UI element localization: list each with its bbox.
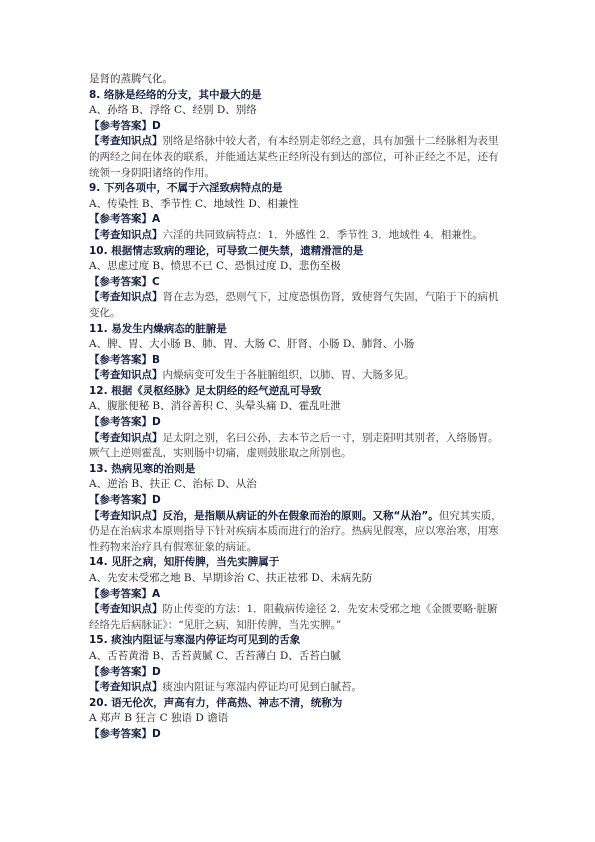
question-title: 20. 语无伦次，声高有力，伴高热、神志不清，统称为	[89, 696, 343, 709]
knowledge-text: 内燥病变可发生于各脏腑组织，以肺、胃、大肠多见。	[162, 369, 415, 382]
answer-value: D	[152, 494, 161, 507]
knowledge-point	[89, 228, 507, 244]
question-options: A、脾、胃、大小肠 B、肺、胃、大肠 C、肝肾、小肠 D、肺肾、小肠	[89, 338, 415, 351]
knowledge-point	[89, 368, 507, 384]
question-title: 8. 络脉是经络的分支，其中最大的是	[89, 88, 262, 101]
answer-value: C	[152, 275, 160, 288]
reference-answer	[89, 119, 507, 135]
knowledge-point	[89, 602, 507, 633]
knowledge-tag: 【考查知识点】	[89, 369, 163, 382]
question-options: A、先安未受邪之地 B、早期诊治 C、扶正祛邪 D、未病先防	[89, 572, 373, 584]
answer-tag: 【参考答案】	[89, 213, 152, 226]
knowledge-text: 但究其实质，仍是在治病求本原则指导下针对疾病本质而进行的治疗。热病见假寒，应以寒治寒，用寒性药物来治疗具有假寒征象的病证。	[89, 509, 502, 553]
answer-value: D	[152, 119, 161, 132]
knowledge-emphasis: 反治，是指顺从病证的外在假象而治的原则。又称“从治”。	[162, 509, 439, 522]
answer-value: A	[152, 587, 161, 600]
answer-tag: 【参考答案】	[89, 275, 152, 288]
intro-line: 是肾的蒸腾气化。	[89, 73, 173, 85]
knowledge-tag: 【考查知识点】	[89, 431, 163, 444]
answer-tag: 【参考答案】	[89, 665, 152, 678]
answer-tag: 【参考答案】	[89, 494, 152, 507]
answer-tag: 【参考答案】	[89, 587, 152, 600]
reference-answer	[89, 665, 507, 681]
knowledge-text: 防止传变的方法：1．阻截病传途径 2．先安未受邪之地《金匮要略·脏腑经络先后病脉证》：“见肝之病，知肝传脾，当先实脾。”	[89, 603, 498, 631]
knowledge-point	[89, 431, 507, 462]
reference-answer	[89, 353, 507, 369]
knowledge-tag: 【考查知识点】	[89, 291, 163, 304]
reference-answer	[89, 587, 507, 603]
knowledge-text: 肾在志为恐，恐则气下，过度恐惧伤肾，致使肾气失固，气陷于下的病机变化。	[89, 291, 499, 319]
knowledge-tag: 【考查知识点】	[89, 135, 163, 148]
knowledge-text: 六淫的共同致病特点：1．外感性 2．季节性 3．地域性 4．相兼性。	[162, 228, 483, 241]
question-title: 15. 痰浊内阻证与寒湿内停证均可见到的舌象	[89, 634, 301, 647]
reference-answer	[89, 727, 507, 743]
question-options: A、腹胀便秘 B、消谷善积 C、头晕头痛 D、霍乱吐泄	[89, 400, 341, 413]
answer-value: B	[152, 353, 161, 366]
answer-value: A	[152, 213, 161, 226]
answer-value: D	[152, 727, 161, 740]
question-options: A、舌苔黄滑 B、舌苔黄腻 C、舌苔薄白 D、舌苔白腻	[89, 649, 341, 662]
question-options: A 郑声 B 狂言 C 独语 D 谵语	[89, 712, 229, 725]
knowledge-point	[89, 134, 507, 181]
knowledge-point	[89, 290, 507, 321]
knowledge-tag: 【考查知识点】	[89, 603, 163, 616]
knowledge-text: 痰浊内阻证与寒湿内停证均可见到白腻苔。	[162, 681, 362, 694]
question-options: A、传染性 B、季节性 C、地域性 D、相兼性	[89, 197, 299, 210]
question-title: 11. 易发生内燥病态的脏腑是	[89, 322, 227, 335]
question-options: A、逆治 B、扶正 C、治标 D、从治	[89, 478, 257, 491]
knowledge-tag: 【考查知识点】	[89, 681, 163, 694]
knowledge-tag: 【考查知识点】	[89, 228, 163, 241]
reference-answer	[89, 275, 507, 291]
knowledge-point	[89, 509, 507, 556]
knowledge-text: 别络是络脉中较大者，有本经别走邻经之意，具有加强十二经脉相为表里的两经之间在体表的联系，并能通达某些正经所没有到达的部位，可补正经之不足，还有统领一身阴阳诸络的作用。	[89, 135, 499, 179]
question-list	[89, 88, 507, 743]
question-options: A、思虑过度 B、愤思不已 C、恐惧过度 D、悲伤至极	[89, 260, 341, 273]
answer-value: D	[152, 665, 161, 678]
answer-tag: 【参考答案】	[89, 119, 152, 132]
question-title: 14. 见肝之病，知肝传脾，当先实脾属于	[89, 556, 280, 569]
answer-tag: 【参考答案】	[89, 727, 152, 740]
knowledge-text: 足太阴之别，名曰公孙，去本节之后一寸，别走阳明其别者，入络肠胃。厥气上逆则霍乱，实则肠中切痛，虚则鼓胀取之所别也。	[89, 431, 499, 460]
reference-answer	[89, 493, 507, 509]
answer-tag: 【参考答案】	[89, 353, 152, 366]
question-title: 10. 根据情志致病的理论，可导致二便失禁，遗精滑泄的是	[89, 244, 364, 257]
knowledge-tag: 【考查知识点】	[89, 509, 163, 522]
knowledge-point	[89, 680, 507, 696]
question-title: 9. 下列各项中，不属于六淫致病特点的是	[89, 182, 283, 195]
question-title: 12. 根据《灵枢经脉》足太阴经的经气逆乱可导致	[89, 384, 322, 397]
reference-answer	[89, 415, 507, 431]
question-options: A、孙络 B、浮络 C、经别 D、别络	[89, 104, 257, 117]
reference-answer	[89, 212, 507, 228]
answer-value: D	[152, 416, 161, 429]
question-title: 13. 热病见寒的治则是	[89, 462, 196, 475]
answer-tag: 【参考答案】	[89, 416, 152, 429]
